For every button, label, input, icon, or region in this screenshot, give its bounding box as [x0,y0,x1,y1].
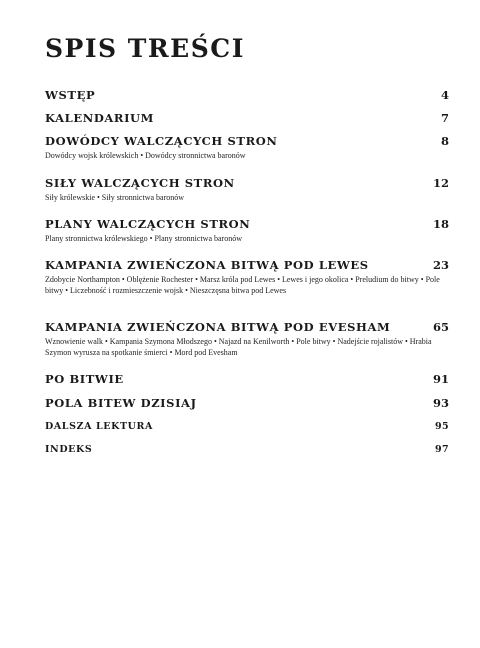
entry-subsections: Dowódcy wojsk królewskich • Dowódcy stronnictwa baronów [45,151,246,160]
toc-entry-dowodcy[interactable] [45,134,449,162]
toc-entry-wstep[interactable] [45,88,449,103]
toc-entry-po-bitwie[interactable] [45,372,449,387]
entry-page: 12 [432,176,449,190]
entry-title: KAMPANIA ZWIEŃCZONA BITWĄ POD EVESHAM [45,320,391,334]
entry-title: PLANY WALCZĄCYCH STRON [45,217,251,231]
toc-entry-plany[interactable] [45,217,449,245]
entry-subsections: Plany stronnictwa królewskiego • Plany stronnictwa baronów [45,234,242,243]
entry-title: DALSZA LEKTURA [45,421,153,432]
entry-subsections: Wznowienie walk • Kampania Szymona Młodszego • Najazd na Kenilworth • Pole bitwy • Nadejście rojalistów • Hrabia Szymon wyrusza na spotkanie śmierci • Mord pod Evesham [45,337,432,357]
entry-page: 8 [440,134,449,148]
entry-title: SIŁY WALCZĄCYCH STRON [45,176,235,190]
entry-page: 7 [440,111,449,125]
entry-title: PO BITWIE [45,372,124,386]
entry-subsections: Siły królewskie • Siły stronnictwa baronów [45,193,185,202]
entry-title: INDEKS [45,444,93,455]
entry-page: 18 [432,217,449,231]
entry-title: DOWÓDCY WALCZĄCYCH STRON [45,134,278,148]
entry-title: WSTĘP [45,88,96,102]
entry-page: 93 [432,396,449,410]
toc-entry-kalendarium[interactable] [45,111,449,126]
toc-entry-lewes[interactable] [45,258,449,296]
toc-entry-sily[interactable] [45,176,449,204]
entry-page: 65 [432,320,449,334]
entry-page: 95 [434,421,449,432]
entry-page: 97 [434,444,449,455]
entry-page: 4 [440,88,449,102]
page-title: SPIS TREŚCI [45,34,245,63]
entry-title: KALENDARIUM [45,111,155,125]
toc-page [45,0,449,648]
toc-entry-dalsza-lektura[interactable] [45,420,449,433]
entry-page: 23 [432,258,449,272]
entry-title: POLA BITEW DZISIAJ [45,396,197,410]
entry-page: 91 [432,372,449,386]
entry-title: KAMPANIA ZWIEŃCZONA BITWĄ POD LEWES [45,258,369,272]
toc-entry-pola-bitew[interactable] [45,396,449,411]
toc-entry-indeks[interactable] [45,443,449,456]
entry-subsections: Zdobycie Northampton • Oblężenie Rochester • Marsz króla pod Lewes • Lewes i jego okolica • Preludium do bitwy • Pole bitwy • Liczebność i rozmieszczenie wojsk • Nieszczęsna bitwa pod Lewes [45,275,440,295]
toc-entry-evesham[interactable] [45,320,449,358]
